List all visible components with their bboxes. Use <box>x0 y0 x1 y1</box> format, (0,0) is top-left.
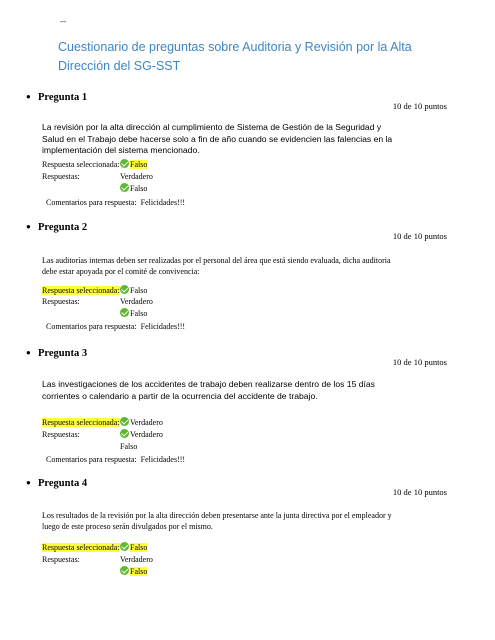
selected-label: Respuesta seleccionada: <box>42 160 120 169</box>
answers-row <box>42 554 120 565</box>
selected-row <box>42 285 120 296</box>
page-title: Cuestionario de preguntas sobre Auditoria y Revisión por la Alta Dirección del SG-SST <box>58 40 412 73</box>
answers-row <box>42 296 120 307</box>
check-icon <box>120 159 129 168</box>
check-icon <box>120 308 129 317</box>
selected-row <box>42 159 120 170</box>
question-title: Pregunta 1 <box>38 92 88 103</box>
selected-answer: Verdadero <box>120 417 163 428</box>
answers-label: Respuestas: <box>42 172 80 181</box>
selected-label: Respuesta seleccionada: <box>42 418 120 427</box>
comment-value: Felicidades!!! <box>140 322 186 331</box>
selected-answer: Falso <box>120 159 147 170</box>
comment-row <box>46 455 185 464</box>
comment-value: Felicidades!!! <box>140 198 186 207</box>
answers-label: Respuestas: <box>42 297 80 306</box>
question-text: Las investigaciones de los accidentes de trabajo deben realizarse dentro de los 15 días corrientes o calendario a partir de la ocurrencia del accidente de trabajo. <box>42 379 375 401</box>
check-icon <box>120 285 129 294</box>
question-text: Los resultados de la revisión por la alta dirección deben presentarse ante la junta directiva por el empleador y luego de este proceso serán divulgados por el mismo. <box>42 511 392 531</box>
bullet-icon: ● <box>26 348 31 357</box>
bullet-icon: ● <box>26 92 31 101</box>
check-icon <box>120 542 129 551</box>
answer-option: Falso <box>120 308 147 319</box>
selected-row <box>42 542 120 553</box>
question-title: Pregunta 2 <box>38 222 88 233</box>
comment-label: Comentarios para respuesta: <box>46 455 137 464</box>
selected-row <box>42 417 120 428</box>
answer-option: Falso <box>120 183 147 194</box>
answer-option: Verdadero <box>120 297 153 306</box>
question-title: Pregunta 4 <box>38 478 88 489</box>
comment-row <box>46 322 185 331</box>
comment-row <box>46 198 185 207</box>
check-icon <box>120 183 129 192</box>
question-points: 10 de 10 puntos <box>392 487 447 497</box>
question-text: La revisión por la alta dirección al cumplimiento de Sistema de Gestión de la Seguridad y Salud en el Trabajo debe hacerse solo a fin de año cuando se evidencien las falencias en la implementación del sistema mencionado. <box>42 122 393 155</box>
answers-label: Respuestas: <box>42 555 80 564</box>
question-title: Pregunta 3 <box>38 348 88 359</box>
question-text: Las auditorías internas deben ser realizadas por el personal del área que está siendo evaluada, dicha auditoria debe estar apoyada por el comité de convivencia: <box>42 256 391 276</box>
check-icon <box>120 429 129 438</box>
answer-option: Verdadero <box>120 555 153 564</box>
bullet-icon: ● <box>26 478 31 487</box>
header-dash: -- <box>60 16 66 26</box>
comment-value: Felicidades!!! <box>140 455 186 464</box>
answer-option: Verdadero <box>120 172 153 181</box>
check-icon <box>120 566 129 575</box>
bullet-icon: ● <box>26 222 31 231</box>
question-points: 10 de 10 puntos <box>392 357 447 367</box>
selected-answer: Falso <box>120 542 147 553</box>
answer-option: Verdadero <box>120 429 163 440</box>
comment-label: Comentarios para respuesta: <box>46 198 137 207</box>
selected-label: Respuesta seleccionada: <box>42 543 120 552</box>
comment-label: Comentarios para respuesta: <box>46 322 137 331</box>
answers-label: Respuestas: <box>42 430 80 439</box>
selected-answer: Falso <box>120 285 147 296</box>
answer-option: Falso <box>120 442 138 451</box>
check-icon <box>120 417 129 426</box>
question-points: 10 de 10 puntos <box>392 231 447 241</box>
answers-row <box>42 171 120 182</box>
question-points: 10 de 10 puntos <box>392 101 447 111</box>
selected-label: Respuesta seleccionada: <box>42 286 120 295</box>
answers-row <box>42 429 120 440</box>
answer-option: Falso <box>120 566 147 577</box>
